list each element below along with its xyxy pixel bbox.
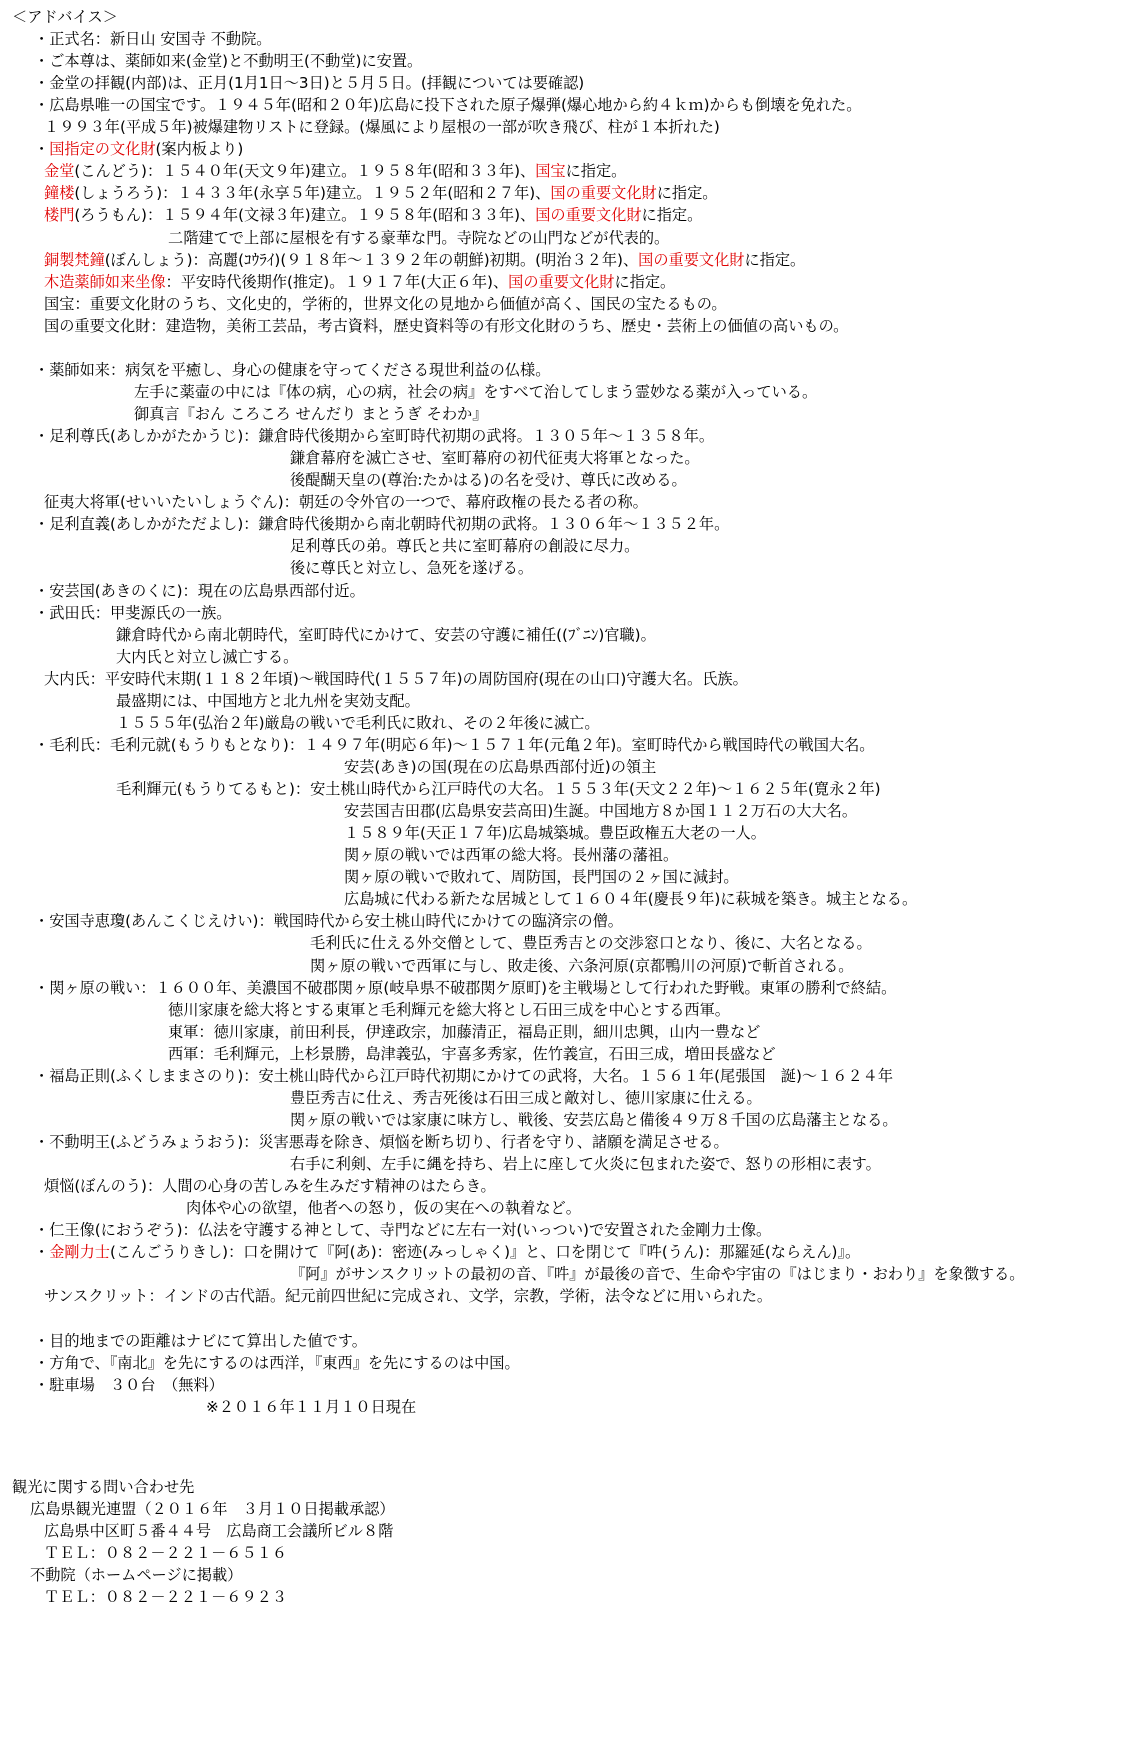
line-text: 関ヶ原の戦いでは家康に味方し、戦後、安芸広島と備後４９万８千国の広島藩主となる。	[290, 1111, 898, 1129]
advice-line	[44, 162, 626, 184]
advice-line	[310, 957, 853, 979]
line-text: 東軍：徳川家康，前田利長，伊達政宗，加藤清正，福島正則，細川忠興，山内一豊など	[168, 1023, 761, 1041]
advice-line	[134, 405, 487, 427]
advice-line	[186, 1199, 581, 1221]
line-text: ・足利尊氏(あしかがたかうじ)：鎌倉時代後期から室町時代初期の武将。１３０５年～１３５８年。	[34, 427, 715, 445]
line-text: ・金堂の拝観(内部)は、正月(1月1日～3日)と５月５日。(拝観については要確認)	[34, 74, 585, 92]
advice-line	[34, 1221, 771, 1243]
advice-line	[344, 802, 857, 824]
advice-line	[34, 74, 584, 96]
advice-line	[34, 52, 422, 74]
highlighted-term: 国の重要文化財	[508, 273, 615, 291]
line-text: 国宝：重要文化財のうち、文化史的，学術的，世界文化の見地から価値が高く、国民の宝たるもの。	[44, 295, 727, 313]
line-text: 毛利氏に仕える外交僧として、豊臣秀吉との交渉窓口となり、後に、大名となる。	[310, 934, 872, 952]
line-text: に指定。	[565, 162, 627, 180]
line-text: ・ご本尊は、薬師如来(金堂)と不動明王(不動堂)に安置。	[34, 52, 423, 70]
line-text: ・方角で、『南北』を先にするのは西洋，『東西』を先にするのは中国。	[34, 1354, 520, 1372]
line-text: 安芸(あき)の国(現在の広島県西部付近)の領主	[344, 758, 657, 776]
advice-line	[44, 317, 848, 339]
line-text: 『阿』がサンスクリットの最初の音、『吽』が最後の音で、生命や宇宙の『はじまり・おわり』を象徴する。	[290, 1265, 1025, 1283]
line-text: (案内板より)	[155, 140, 244, 158]
advice-line	[290, 1265, 1024, 1287]
line-text: 最盛期には、中国地方と北九州を実効支配。	[116, 692, 420, 710]
line-text: 毛利輝元(もうりてるもと)：安土桃山時代から江戸時代の大名。１５５３年(天文２２年)～１６２５年(寛永２年)	[116, 780, 881, 798]
line-text: 豊臣秀吉に仕え、秀吉死後は石田三成と敵対し、徳川家康に仕える。	[290, 1089, 762, 1107]
contact-address: 広島県中区町５番４４号 広島商工会議所ビル８階	[44, 1522, 394, 1540]
advice-line	[34, 30, 271, 52]
contact-tel-fudoin: ＴＥＬ：０８２－２２１－６９２３	[44, 1588, 287, 1606]
advice-line	[344, 758, 656, 780]
line-text: 煩悩(ぼんのう)：人間の心身の苦しみを生みだす精神のはたらき。	[44, 1177, 496, 1195]
contact-heading: 観光に関する問い合わせ先	[12, 1478, 195, 1496]
line-text: 広島城に代わる新たな居城として１６０４年(慶長９年)に萩城を築き。城主となる。	[344, 890, 918, 908]
advice-line	[34, 427, 714, 449]
advice-line	[44, 493, 648, 515]
line-text: 安芸国吉田郡(広島県安芸高田)生誕。中国地方８か国１１２万石の大大名。	[344, 802, 858, 820]
advice-line	[290, 1089, 762, 1111]
advice-line	[34, 361, 550, 383]
line-text: ・安芸国(あきのくに)：現在の広島県西部付近。	[34, 582, 365, 600]
advice-line	[116, 648, 298, 670]
advice-line	[168, 1023, 760, 1045]
highlighted-term: 国の重要文化財	[550, 184, 657, 202]
advice-line	[44, 251, 805, 273]
line-text: 関ヶ原の戦いで西軍に与し、敗走後、六条河原(京都鴨川の河原)で斬首される。	[310, 957, 854, 975]
highlighted-term: 国の重要文化財	[535, 206, 642, 224]
advice-line	[116, 714, 600, 736]
advice-line	[44, 1177, 496, 1199]
advice-line	[44, 206, 702, 228]
line-text: 肉体や心の欲望，他者への怒り，仮の実在への執着など。	[186, 1199, 581, 1217]
line-text: (しょうろう)：１４３３年(永享５年)建立。１９５２年(昭和２７年)、	[74, 184, 551, 202]
line-text: 後に尊氏と対立し、急死を遂げる。	[290, 559, 533, 577]
advice-line	[34, 736, 875, 758]
line-text: に指定。	[614, 273, 676, 291]
advice-line	[344, 890, 917, 912]
advice-line	[116, 780, 881, 802]
line-text: ・薬師如来：病気を平癒し、身心の健康を守ってくださる現世利益の仏様。	[34, 361, 551, 379]
advice-line	[44, 670, 748, 692]
line-text: 鎌倉時代から南北朝時代，室町時代にかけて、安芸の守護に補任((ﾌﾞﾆﾝ)官職)。	[116, 626, 656, 644]
advice-line	[34, 140, 243, 162]
advice-line	[168, 1001, 730, 1023]
advice-line	[34, 582, 365, 604]
advice-line	[168, 1045, 776, 1067]
line-text: 徳川家康を総大将とする東軍と毛利輝元を総大将とし石田三成を中心とする西軍。	[168, 1001, 730, 1019]
advice-line	[116, 692, 420, 714]
line-text: ・不動明王(ふどうみょうおう)：災害悪毒を除き、煩悩を断ち切り、行者を守り、諸願を満足させる。	[34, 1133, 729, 1151]
highlighted-term: 鐘楼	[44, 184, 75, 202]
highlighted-term: 金剛力士	[49, 1243, 110, 1261]
contact-tel-federation: ＴＥＬ：０８２－２２１－６５１６	[44, 1544, 287, 1562]
highlighted-term: 国の重要文化財	[638, 251, 745, 269]
advice-line	[34, 912, 623, 934]
advice-line	[34, 1354, 520, 1376]
line-text: １５８９年(天正１７年)広島城築城。豊臣政権五大老の一人。	[344, 824, 766, 842]
highlighted-term: 銅製梵鐘	[44, 251, 105, 269]
line-text: 右手に利剣、左手に縄を持ち、岩上に座して火炎に包まれた姿で、怒りの形相に表す。	[290, 1155, 881, 1173]
line-text: ・目的地までの距離はナビにて算出した値です。	[34, 1332, 367, 1350]
advice-line	[116, 626, 656, 648]
highlighted-term: 楼門	[44, 206, 75, 224]
line-text: 大内氏：平安時代末期(１１８２年頃)～戦国時代(１５５７年)の周防国府(現在の山口)守護大名。氏族。	[44, 670, 748, 688]
advice-line	[344, 868, 739, 890]
advice-line	[34, 1067, 893, 1089]
line-text: に指定。	[656, 184, 718, 202]
line-text: (こんごうりきし)：口を開けて『阿(あ)：密迹(みっしゃく)』と、口を閉じて『吽(うん)：那羅延(ならえん)』。	[109, 1243, 861, 1261]
advice-heading: ＜アドバイス＞	[12, 8, 118, 26]
highlighted-term: 金堂	[44, 162, 75, 180]
advice-line	[290, 1111, 898, 1133]
line-text: ・仁王像(におうぞう)：仏法を守護する神として、寺門などに左右一対(いっつい)で安置された金剛力士像。	[34, 1221, 772, 1239]
advice-line	[344, 846, 678, 868]
line-text: 西軍：毛利輝元，上杉景勝，島津義弘，宇喜多秀家，佐竹義宣，石田三成，増田長盛など	[168, 1045, 776, 1063]
advice-line	[44, 295, 727, 317]
advice-line	[290, 449, 700, 471]
advice-line	[290, 471, 687, 493]
line-text: ※２０１６年１１月１０日現在	[206, 1398, 417, 1416]
line-text: 大内氏と対立し滅亡する。	[116, 648, 299, 666]
line-text: ：平安時代後期作(推定)。１９１７年(大正６年)、	[165, 273, 509, 291]
advice-line	[134, 383, 817, 405]
advice-line	[168, 229, 669, 251]
line-text: ・	[34, 140, 50, 158]
advice-line	[34, 1376, 224, 1398]
advice-line	[34, 979, 896, 1001]
highlighted-term: 国宝	[535, 162, 566, 180]
advice-line	[34, 604, 231, 626]
advice-line	[44, 184, 717, 206]
line-text: ・武田氏：甲斐源氏の一族。	[34, 604, 232, 622]
line-text: ・関ヶ原の戦い：１６００年、美濃国不破郡関ヶ原(岐阜県不破郡関ケ原町)を主戦場として行われた野戦。東軍の勝利で終結。	[34, 979, 897, 997]
line-text: 御真言『おん ころころ せんだり まとうぎ そわか』	[134, 405, 488, 423]
advice-line	[290, 537, 639, 559]
line-text: ・	[34, 1243, 50, 1261]
contact-org-fudoin: 不動院（ホームページに掲載）	[30, 1566, 243, 1584]
line-text: 足利尊氏の弟。尊氏と共に室町幕府の創設に尽力。	[290, 537, 640, 555]
contact-org-tourism-federation: 広島県観光連盟（２０１６年 ３月１０日掲載承認）	[30, 1500, 395, 1518]
line-text: (ろうもん)：１５９４年(文禄３年)建立。１９５８年(昭和３３年)、	[74, 206, 536, 224]
line-text: 後醍醐天皇の(尊治:たかはる)の名を受け、尊氏に改める。	[290, 471, 687, 489]
advice-line	[34, 96, 861, 118]
line-text: ・安国寺恵瓊(あんこくじえけい)：戦国時代から安土桃山時代にかけての臨済宗の僧。	[34, 912, 623, 930]
highlighted-term: 木造薬師如来坐像	[44, 273, 166, 291]
line-text: ・足利直義(あしかがただよし)：鎌倉時代後期から南北朝時代初期の武将。１３０６年～１３５２年。	[34, 515, 730, 533]
advice-line	[290, 559, 533, 581]
advice-line	[290, 1155, 881, 1177]
highlighted-term: 国指定の文化財	[49, 140, 156, 158]
line-text: (ぼんしょう)：高麗(ｺｳﾗｲ)(９１８年～１３９２年の朝鮮)初期。(明治３２年)、	[104, 251, 639, 269]
advice-line	[310, 934, 872, 956]
advice-line	[344, 824, 766, 846]
line-text: に指定。	[744, 251, 806, 269]
line-text: に指定。	[641, 206, 703, 224]
line-text: 国の重要文化財：建造物，美術工芸品，考古資料，歴史資料等の有形文化財のうち、歴史・芸術上の価値の高いもの。	[44, 317, 849, 335]
advice-line	[34, 515, 729, 537]
line-text: 関ヶ原の戦いでは西軍の総大将。長州藩の藩祖。	[344, 846, 679, 864]
line-text: １９９３年(平成５年)被爆建物リストに登録。(爆風により屋根の一部が吹き飛び、柱が１本折れた)	[44, 118, 720, 136]
line-text: ・毛利氏：毛利元就(もうりもとなり)：１４９７年(明応６年)～１５７１年(元亀２年)。室町時代から戦国時代の戦国大名。	[34, 736, 875, 754]
line-text: 左手に薬壷の中には『体の病，心の病，社会の病』をすべて治してしまう霊妙なる薬が入っている。	[134, 383, 818, 401]
advice-line	[44, 273, 675, 295]
advice-line	[34, 1133, 729, 1155]
advice-line	[44, 118, 720, 140]
line-text: 二階建てで上部に屋根を有する豪華な門。寺院などの山門などが代表的。	[168, 229, 670, 247]
line-text: １５５５年(弘治２年)厳島の戦いで毛利氏に敗れ、その２年後に滅亡。	[116, 714, 600, 732]
advice-line	[206, 1398, 416, 1420]
advice-line	[44, 1287, 772, 1309]
line-text: ・正式名：新日山 安国寺 不動院。	[34, 30, 272, 48]
line-text: (こんどう)：１５４０年(天文９年)建立。１９５８年(昭和３３年)、	[74, 162, 536, 180]
line-text: 征夷大将軍(せいいたいしょうぐん)：朝廷の令外官の一つで、幕府政権の長たる者の称。	[44, 493, 648, 511]
line-text: サンスクリット：インドの古代語。紀元前四世紀に完成され、文学，宗教，学術，法令などに用いられた。	[44, 1287, 773, 1305]
line-text: 関ヶ原の戦いで敗れて、周防国，長門国の２ヶ国に減封。	[344, 868, 739, 886]
advice-line	[34, 1332, 367, 1354]
advice-line	[34, 1243, 860, 1265]
line-text: 鎌倉幕府を滅亡させ、室町幕府の初代征夷大将軍となった。	[290, 449, 700, 467]
line-text: ・駐車場 ３０台 （無料）	[34, 1376, 224, 1394]
line-text: ・福島正則(ふくしままさのり)：安土桃山時代から江戸時代初期にかけての武将，大名。１５６１年(尾張国 誕)～１６２４年	[34, 1067, 894, 1085]
line-text: ・広島県唯一の国宝です。１９４５年(昭和２０年)広島に投下された原子爆弾(爆心地から約４ｋｍ)からも倒壊を免れた。	[34, 96, 862, 114]
